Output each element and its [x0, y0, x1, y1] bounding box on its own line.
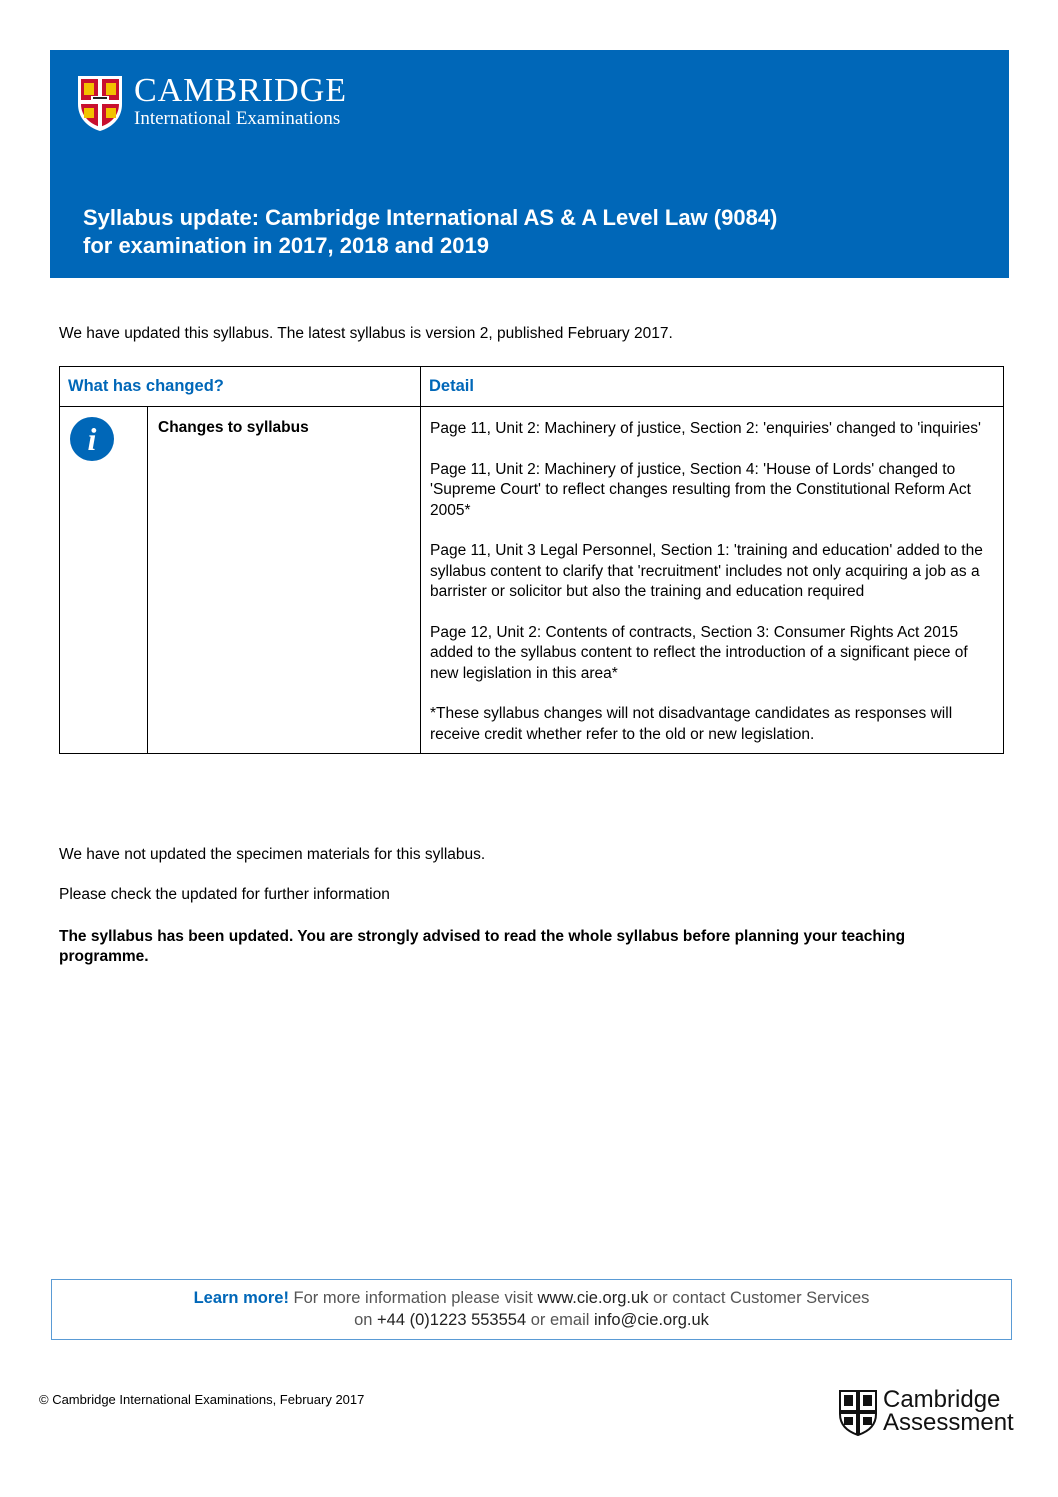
detail-item: Page 12, Unit 2: Contents of contracts, Section 3: Consumer Rights Act 2015 added to the syllabus content to reflect the introduction of a significant piece of new legislation in this area*: [430, 623, 968, 682]
learn-more-line2-start: on: [354, 1311, 378, 1329]
learn-more-text-end: or contact Customer Services: [648, 1289, 870, 1307]
assessment-line2: Assessment: [883, 1409, 1014, 1436]
detail-item: Page 11, Unit 3 Legal Personnel, Section 1: 'training and education' added to the syllabus content to clarify that 'recruitment' includes not only acquiring a job as a barrister or solicitor but also the training and education required: [430, 542, 983, 600]
advice-paragraph: The syllabus has been updated. You are strongly advised to read the whole syllabus before planning your teaching programme.: [59, 928, 906, 965]
learn-more-line1: [52, 1287, 1011, 1309]
table-row: [60, 407, 1004, 754]
detail-item: Page 11, Unit 2: Machinery of justice, Section 4: 'House of Lords' changed to 'Supreme Court' to reflect changes resulting from the Constitutional Reform Act 2005*: [430, 460, 971, 519]
email-link[interactable]: info@cie.org.uk: [594, 1311, 709, 1329]
icon-cell: [60, 407, 148, 754]
specimen-paragraph: We have not updated the specimen materials for this syllabus.: [59, 846, 486, 863]
header-banner: [50, 50, 1009, 278]
intro-text: We have updated this syllabus. The latest syllabus is version 2, published February 2017.: [59, 325, 673, 342]
detail-item: Page 11, Unit 2: Machinery of justice, Section 2: 'enquiries' changed to 'inquiries': [430, 420, 981, 437]
learn-more-line2-mid: or email: [526, 1311, 594, 1329]
changes-table: [59, 366, 1004, 754]
copyright-text: © Cambridge International Examinations, February 2017: [39, 1392, 365, 1407]
logo-name: CAMBRIDGE: [134, 72, 348, 109]
column-header-what-changed: What has changed?: [60, 367, 421, 407]
cambridge-assessment-shield-icon: [839, 1390, 877, 1436]
learn-more-box: [51, 1279, 1012, 1340]
info-icon: i: [70, 417, 114, 461]
page-title-line2: for examination in 2017, 2018 and 2019: [83, 233, 489, 258]
assessment-line1: Cambridge: [883, 1386, 1001, 1413]
table-header-row: [60, 367, 1004, 407]
check-paragraph: Please check the updated for further information: [59, 886, 390, 903]
page-title-line1: Syllabus update: Cambridge International AS & A Level Law (9084): [83, 205, 778, 230]
change-label: Changes to syllabus: [148, 407, 421, 754]
logo-subtitle: International Examinations: [134, 108, 341, 129]
learn-more-line2: [52, 1309, 1011, 1331]
detail-item: *These syllabus changes will not disadvantage candidates as responses will receive credit whether refer to the old or new legislation.: [430, 705, 953, 743]
website-link[interactable]: www.cie.org.uk: [537, 1289, 649, 1307]
learn-more-text: For more information please visit: [288, 1289, 538, 1307]
assessment-wordmark: [883, 1388, 1014, 1434]
column-header-detail: Detail: [421, 367, 1004, 407]
detail-cell: [421, 407, 1004, 754]
learn-more-lead: Learn more!: [193, 1289, 289, 1307]
phone-number: +44 (0)1223 553554: [377, 1311, 527, 1329]
cambridge-shield-icon: [76, 74, 124, 132]
page-title: [83, 204, 983, 260]
